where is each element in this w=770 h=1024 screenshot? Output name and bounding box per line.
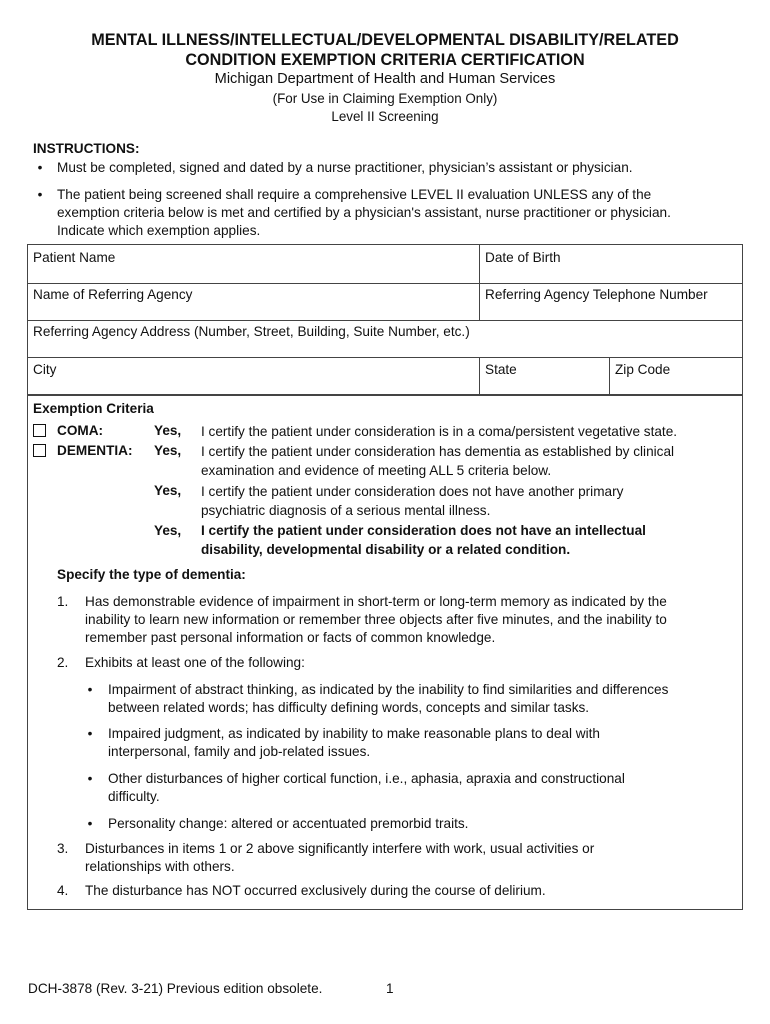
form-identifier: DCH-3878 (Rev. 3-21) Previous edition obsolete. bbox=[28, 981, 323, 996]
dementia-label: DEMENTIA: bbox=[57, 443, 133, 458]
instruction-item-2-line1: The patient being screened shall require a comprehensive LEVEL II evaluation UNLESS any of the bbox=[57, 187, 652, 202]
usage-note: (For Use in Claiming Exemption Only) bbox=[272, 91, 498, 106]
sub-criteria-1-line2: between related words; has difficulty defining words, concepts and similar tasks. bbox=[108, 700, 590, 715]
criteria-3-line1: Disturbances in items 1 or 2 above significantly interfere with work, usual activities or bbox=[85, 841, 595, 856]
criteria-2: Exhibits at least one of the following: bbox=[85, 655, 305, 670]
bullet-icon: • bbox=[87, 816, 93, 831]
criteria-3-line2: relationships with others. bbox=[85, 859, 235, 874]
instruction-item-2-line3: Indicate which exemption applies. bbox=[57, 223, 261, 238]
psych-certification-line1: I certify the patient under consideration does not have another primary bbox=[201, 484, 624, 499]
form-title-line2: CONDITION EXEMPTION CRITERIA CERTIFICATION bbox=[185, 51, 585, 69]
psych-certification-line2: psychiatric diagnosis of a serious mental illness. bbox=[201, 503, 491, 518]
instruction-item-1: Must be completed, signed and dated by a nurse practitioner, physician’s assistant or physician. bbox=[57, 160, 633, 175]
date-of-birth-field[interactable]: Date of Birth bbox=[485, 250, 561, 265]
sub-criteria-2-line2: interpersonal, family and job-related issues. bbox=[108, 744, 371, 759]
referring-agency-field[interactable]: Name of Referring Agency bbox=[33, 287, 193, 302]
bullet-icon: • bbox=[87, 771, 93, 786]
zip-code-field[interactable]: Zip Code bbox=[615, 362, 671, 377]
screening-level: Level II Screening bbox=[331, 109, 439, 124]
list-number: 1. bbox=[57, 594, 69, 609]
department-name: Michigan Department of Health and Human Services bbox=[214, 71, 556, 87]
bullet-icon: • bbox=[37, 187, 43, 202]
idd-yes-label: Yes, bbox=[154, 523, 182, 538]
bullet-icon: • bbox=[87, 682, 93, 697]
coma-label: COMA: bbox=[57, 423, 104, 438]
psych-yes-label: Yes, bbox=[154, 483, 182, 498]
dementia-yes-label: Yes, bbox=[154, 443, 182, 458]
bullet-icon: • bbox=[37, 160, 43, 175]
dementia-type-heading: Specify the type of dementia: bbox=[57, 567, 246, 582]
bullet-icon: • bbox=[87, 726, 93, 741]
city-field[interactable]: City bbox=[33, 362, 57, 377]
exemption-heading: Exemption Criteria bbox=[33, 401, 154, 416]
coma-certification-text: I certify the patient under consideration is in a coma/persistent vegetative state. bbox=[201, 424, 678, 439]
referring-address-field[interactable]: Referring Agency Address (Number, Street, Building, Suite Number, etc.) bbox=[33, 324, 470, 339]
instruction-item-2-line2: exemption criteria below is met and certified by a physician's assistant, nurse practitioner or physician. bbox=[57, 205, 671, 220]
coma-checkbox[interactable] bbox=[33, 424, 46, 437]
list-number: 2. bbox=[57, 655, 69, 670]
sub-criteria-3-line2: difficulty. bbox=[108, 789, 160, 804]
dementia-certification-line1: I certify the patient under consideration has dementia as established by clinical bbox=[201, 444, 675, 459]
idd-certification-line2: disability, developmental disability or a related condition. bbox=[201, 542, 571, 557]
dementia-checkbox[interactable] bbox=[33, 444, 46, 457]
list-number: 3. bbox=[57, 841, 69, 856]
coma-yes-label: Yes, bbox=[154, 423, 182, 438]
state-field[interactable]: State bbox=[485, 362, 517, 377]
page-number: 1 bbox=[386, 981, 394, 996]
sub-criteria-4: Personality change: altered or accentuated premorbid traits. bbox=[108, 816, 469, 831]
criteria-1-line2: inability to learn new information or remember three objects after five minutes, and the inability to bbox=[85, 612, 667, 627]
sub-criteria-3-line1: Other disturbances of higher cortical function, i.e., aphasia, apraxia and constructional bbox=[108, 771, 625, 786]
criteria-4: The disturbance has NOT occurred exclusively during the course of delirium. bbox=[85, 883, 546, 898]
criteria-1-line1: Has demonstrable evidence of impairment in short-term or long-term memory as indicated by the bbox=[85, 594, 667, 609]
idd-certification-line1: I certify the patient under consideration does not have an intellectual bbox=[201, 523, 646, 538]
form-title-line1: MENTAL ILLNESS/INTELLECTUAL/DEVELOPMENTAL DISABILITY/RELATED bbox=[91, 31, 679, 49]
dementia-certification-line2: examination and evidence of meeting ALL 5 criteria below. bbox=[201, 463, 552, 478]
list-number: 4. bbox=[57, 883, 69, 898]
referring-phone-field[interactable]: Referring Agency Telephone Number bbox=[485, 287, 708, 302]
patient-name-field[interactable]: Patient Name bbox=[33, 250, 116, 265]
criteria-1-line3: remember past personal information or facts of common knowledge. bbox=[85, 630, 496, 645]
sub-criteria-1-line1: Impairment of abstract thinking, as indicated by the inability to find similarities and differences bbox=[108, 682, 669, 697]
instructions-heading: INSTRUCTIONS: bbox=[33, 141, 140, 156]
sub-criteria-2-line1: Impaired judgment, as indicated by inability to make reasonable plans to deal with bbox=[108, 726, 600, 741]
